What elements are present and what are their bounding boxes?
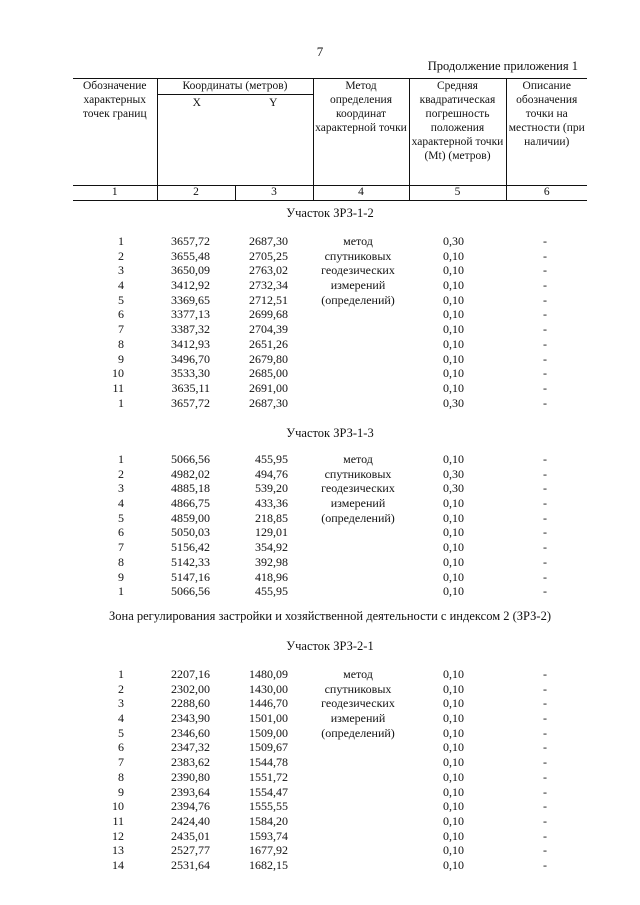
method-line: геодезических xyxy=(321,696,395,711)
point-number: 4 xyxy=(118,278,124,293)
coord-x: 5066,56 xyxy=(171,584,210,599)
coord-x: 2288,60 xyxy=(171,696,210,711)
description-value: - xyxy=(543,711,547,726)
point-number: 2 xyxy=(118,466,124,481)
error-value: 0,10 xyxy=(443,813,464,828)
description-value: - xyxy=(543,452,547,466)
description-value: - xyxy=(543,857,547,872)
point-number: 1 xyxy=(118,667,124,681)
coord-y: 1677,92 xyxy=(249,843,288,858)
coord-y: 494,76 xyxy=(255,466,288,481)
coord-x: 2393,64 xyxy=(171,784,210,799)
coord-y: 1509,67 xyxy=(249,740,288,755)
header-points: Обозначение характерных точек границ xyxy=(82,80,147,120)
coord-y: 1554,47 xyxy=(249,784,288,799)
coord-x: 4982,02 xyxy=(171,466,210,481)
method-line: (определений) xyxy=(321,725,395,740)
method-line: (определений) xyxy=(321,292,395,307)
coord-y: 1593,74 xyxy=(249,828,288,843)
point-number: 4 xyxy=(118,496,124,511)
table-row xyxy=(0,381,640,396)
point-number: 5 xyxy=(118,725,124,740)
error-value: 0,10 xyxy=(443,711,464,726)
coord-x: 4885,18 xyxy=(171,481,210,496)
coord-y: 354,92 xyxy=(255,540,288,555)
method-line: геодезических xyxy=(321,263,395,278)
coord-x: 3387,32 xyxy=(171,322,210,337)
point-number: 4 xyxy=(118,711,124,726)
header-num-5: 5 xyxy=(409,186,506,201)
description-value: - xyxy=(543,843,547,858)
coord-y: 433,36 xyxy=(255,496,288,511)
description-value: - xyxy=(543,769,547,784)
error-value: 0,10 xyxy=(443,278,464,293)
coord-y: 2691,00 xyxy=(249,380,288,395)
coord-x: 3369,65 xyxy=(171,292,210,307)
point-number: 7 xyxy=(118,322,124,337)
error-value: 0,10 xyxy=(443,755,464,770)
coord-x: 5147,16 xyxy=(171,569,210,584)
coord-x: 3655,48 xyxy=(171,248,210,263)
point-number: 1 xyxy=(118,584,124,599)
method-line: измерений xyxy=(330,496,386,511)
error-value: 0,10 xyxy=(443,380,464,395)
point-number: 8 xyxy=(118,769,124,784)
error-value: 0,10 xyxy=(443,569,464,584)
point-number: 8 xyxy=(118,554,124,569)
method-line: измерений xyxy=(330,278,386,293)
coord-x: 2346,60 xyxy=(171,725,210,740)
description-value: - xyxy=(543,681,547,696)
description-value: - xyxy=(543,667,547,681)
table-row xyxy=(0,755,640,770)
coord-x: 3412,92 xyxy=(171,278,210,293)
error-value: 0,30 xyxy=(443,481,464,496)
error-value: 0,10 xyxy=(443,452,464,466)
coord-x: 3412,93 xyxy=(171,336,210,351)
table-row xyxy=(0,799,640,814)
method-text xyxy=(305,667,411,741)
table-row xyxy=(0,555,640,570)
coord-y: 1430,00 xyxy=(249,681,288,696)
coord-x: 3496,70 xyxy=(171,351,210,366)
error-value: 0,10 xyxy=(443,336,464,351)
coord-y: 2732,34 xyxy=(249,278,288,293)
description-value: - xyxy=(543,366,547,381)
method-line: спутниковых xyxy=(324,466,392,481)
point-number: 10 xyxy=(112,799,124,814)
coord-x: 2347,32 xyxy=(171,740,210,755)
description-value: - xyxy=(543,292,547,307)
coord-x: 2435,01 xyxy=(171,828,210,843)
error-value: 0,10 xyxy=(443,263,464,278)
description-value: - xyxy=(543,696,547,711)
coord-y: 392,98 xyxy=(255,554,288,569)
error-value: 0,30 xyxy=(443,466,464,481)
description-value: - xyxy=(543,234,547,248)
header-coordinates xyxy=(157,78,313,186)
point-number: 8 xyxy=(118,336,124,351)
point-number: 3 xyxy=(118,696,124,711)
error-value: 0,10 xyxy=(443,292,464,307)
point-number: 14 xyxy=(112,857,124,872)
description-value: - xyxy=(543,336,547,351)
table-row xyxy=(0,307,640,322)
point-number: 5 xyxy=(118,292,124,307)
description-value: - xyxy=(543,755,547,770)
description-value: - xyxy=(543,481,547,496)
point-number: 12 xyxy=(112,828,124,843)
description-value: - xyxy=(543,828,547,843)
description-value: - xyxy=(543,307,547,322)
coord-y: 2685,00 xyxy=(249,366,288,381)
description-value: - xyxy=(543,525,547,540)
error-value: 0,10 xyxy=(443,667,464,681)
method-line: геодезических xyxy=(321,481,395,496)
coord-y: 2704,39 xyxy=(249,322,288,337)
description-value: - xyxy=(543,725,547,740)
header-num-4: 4 xyxy=(313,186,409,201)
table-row xyxy=(0,525,640,540)
coord-y: 2687,30 xyxy=(249,234,288,248)
table-row xyxy=(0,829,640,844)
coord-y: 1446,70 xyxy=(249,696,288,711)
point-number: 1 xyxy=(118,452,124,466)
error-value: 0,10 xyxy=(443,725,464,740)
error-value: 0,10 xyxy=(443,351,464,366)
description-value: - xyxy=(543,278,547,293)
error-value: 0,10 xyxy=(443,322,464,337)
error-value: 0,10 xyxy=(443,554,464,569)
error-value: 0,30 xyxy=(443,395,464,410)
table-row xyxy=(0,584,640,599)
point-number: 13 xyxy=(112,843,124,858)
table-header xyxy=(73,78,587,201)
header-x: X xyxy=(192,97,201,109)
coord-x: 2390,80 xyxy=(171,769,210,784)
coord-x: 3650,09 xyxy=(171,263,210,278)
coord-y: 1584,20 xyxy=(249,813,288,828)
description-value: - xyxy=(543,395,547,410)
zone-title: Зона регулирования застройки и хозяйственной деятельности с индексом 2 (ЗРЗ-2) xyxy=(109,609,551,623)
coord-y: 1544,78 xyxy=(249,755,288,770)
coord-x: 2527,77 xyxy=(171,843,210,858)
coord-y: 2687,30 xyxy=(249,395,288,410)
description-value: - xyxy=(543,569,547,584)
description-value: - xyxy=(543,584,547,599)
coord-y: 2705,25 xyxy=(249,248,288,263)
section-title: Участок ЗРЗ-1-2 xyxy=(286,206,374,220)
error-value: 0,30 xyxy=(443,234,464,248)
error-value: 0,10 xyxy=(443,799,464,814)
coord-x: 2394,76 xyxy=(171,799,210,814)
description-value: - xyxy=(543,380,547,395)
page-number: 7 xyxy=(316,44,324,59)
error-value: 0,10 xyxy=(443,784,464,799)
point-number: 7 xyxy=(118,755,124,770)
error-value: 0,10 xyxy=(443,366,464,381)
table-row xyxy=(0,740,640,755)
point-number: 1 xyxy=(118,395,124,410)
table-row xyxy=(0,570,640,585)
table-row xyxy=(0,322,640,337)
header-error: Средняя квадратическая погрешность положения характерной точки (Mt) (метров) xyxy=(409,78,506,186)
table-row xyxy=(0,540,640,555)
point-number: 6 xyxy=(118,307,124,322)
description-value: - xyxy=(543,799,547,814)
coord-x: 5142,33 xyxy=(171,554,210,569)
method-line: метод xyxy=(343,452,373,466)
error-value: 0,10 xyxy=(443,843,464,858)
coord-x: 2343,90 xyxy=(171,711,210,726)
header-num-3: 3 xyxy=(235,186,313,201)
point-number: 7 xyxy=(118,540,124,555)
coord-x: 5050,03 xyxy=(171,525,210,540)
method-text xyxy=(305,234,411,308)
description-value: - xyxy=(543,784,547,799)
point-number: 9 xyxy=(118,569,124,584)
point-number: 2 xyxy=(118,681,124,696)
coord-y: 1501,00 xyxy=(249,711,288,726)
coord-y: 1555,55 xyxy=(249,799,288,814)
header-y: Y xyxy=(269,97,278,109)
point-number: 1 xyxy=(118,234,124,248)
coord-y: 455,95 xyxy=(255,452,288,466)
coord-y: 1682,15 xyxy=(249,857,288,872)
coord-y: 2763,02 xyxy=(249,263,288,278)
error-value: 0,10 xyxy=(443,681,464,696)
method-text xyxy=(305,452,411,526)
description-value: - xyxy=(543,263,547,278)
coord-x: 2424,40 xyxy=(171,813,210,828)
point-number: 9 xyxy=(118,784,124,799)
table-row xyxy=(0,858,640,873)
table-row xyxy=(0,843,640,858)
coord-x: 4866,75 xyxy=(171,496,210,511)
point-number: 5 xyxy=(118,510,124,525)
error-value: 0,10 xyxy=(443,857,464,872)
description-value: - xyxy=(543,322,547,337)
description-value: - xyxy=(543,496,547,511)
coord-x: 3635,11 xyxy=(171,380,210,395)
description-value: - xyxy=(543,351,547,366)
point-number: 6 xyxy=(118,740,124,755)
method-line: (определений) xyxy=(321,510,395,525)
coord-x: 5066,56 xyxy=(171,452,210,466)
coord-y: 129,01 xyxy=(255,525,288,540)
error-value: 0,10 xyxy=(443,696,464,711)
point-number: 3 xyxy=(118,263,124,278)
coord-x: 3657,72 xyxy=(171,395,210,410)
error-value: 0,10 xyxy=(443,248,464,263)
method-line: спутниковых xyxy=(324,248,392,263)
table-row xyxy=(0,814,640,829)
header-num-2: 2 xyxy=(157,186,235,201)
error-value: 0,10 xyxy=(443,496,464,511)
description-value: - xyxy=(543,466,547,481)
method-line: измерений xyxy=(330,711,386,726)
description-value: - xyxy=(543,813,547,828)
error-value: 0,10 xyxy=(443,510,464,525)
error-value: 0,10 xyxy=(443,740,464,755)
section-title: Участок ЗРЗ-1-3 xyxy=(286,426,374,440)
error-value: 0,10 xyxy=(443,307,464,322)
method-line: метод xyxy=(343,234,373,248)
error-value: 0,10 xyxy=(443,525,464,540)
method-line: метод xyxy=(343,667,373,681)
point-number: 2 xyxy=(118,248,124,263)
coord-x: 3377,13 xyxy=(171,307,210,322)
description-value: - xyxy=(543,540,547,555)
table-row xyxy=(0,770,640,785)
coord-x: 2383,62 xyxy=(171,755,210,770)
coord-x: 4859,00 xyxy=(171,510,210,525)
header-num-1: 1 xyxy=(73,186,157,201)
header-method: Метод определения координат характерной точки xyxy=(313,78,409,186)
coord-y: 2699,68 xyxy=(249,307,288,322)
table-row xyxy=(0,337,640,352)
section-title: Участок ЗРЗ-2-1 xyxy=(286,639,374,653)
continuation-label: Продолжение приложения 1 xyxy=(427,59,578,73)
coord-y: 539,20 xyxy=(255,481,288,496)
coord-y: 1551,72 xyxy=(249,769,288,784)
description-value: - xyxy=(543,740,547,755)
table-row xyxy=(0,352,640,367)
point-number: 3 xyxy=(118,481,124,496)
description-value: - xyxy=(543,510,547,525)
coord-y: 418,96 xyxy=(255,569,288,584)
error-value: 0,10 xyxy=(443,584,464,599)
error-value: 0,10 xyxy=(443,769,464,784)
coord-y: 2651,26 xyxy=(249,336,288,351)
coord-y: 1480,09 xyxy=(249,667,288,681)
coord-y: 1509,00 xyxy=(249,725,288,740)
table-row xyxy=(0,785,640,800)
coord-x: 2531,64 xyxy=(171,857,210,872)
point-number: 11 xyxy=(112,380,124,395)
coord-x: 5156,42 xyxy=(171,540,210,555)
coord-y: 2679,80 xyxy=(249,351,288,366)
method-line: спутниковых xyxy=(324,681,392,696)
coord-y: 455,95 xyxy=(255,584,288,599)
header-description: Описание обозначения точки на местности (при наличии) xyxy=(506,78,587,186)
point-number: 10 xyxy=(112,366,124,381)
point-number: 9 xyxy=(118,351,124,366)
coord-x: 3657,72 xyxy=(171,234,210,248)
error-value: 0,10 xyxy=(443,828,464,843)
table-row xyxy=(0,366,640,381)
coord-y: 218,85 xyxy=(255,510,288,525)
point-number: 11 xyxy=(112,813,124,828)
coord-x: 2207,16 xyxy=(171,667,210,681)
error-value: 0,10 xyxy=(443,540,464,555)
description-value: - xyxy=(543,248,547,263)
header-num-6: 6 xyxy=(506,186,587,201)
table-row xyxy=(0,396,640,411)
coord-y: 2712,51 xyxy=(249,292,288,307)
description-value: - xyxy=(543,554,547,569)
header-coordinates-label: Координаты (метров) xyxy=(158,79,313,95)
coord-x: 2302,00 xyxy=(171,681,210,696)
coord-x: 3533,30 xyxy=(171,366,210,381)
point-number: 6 xyxy=(118,525,124,540)
